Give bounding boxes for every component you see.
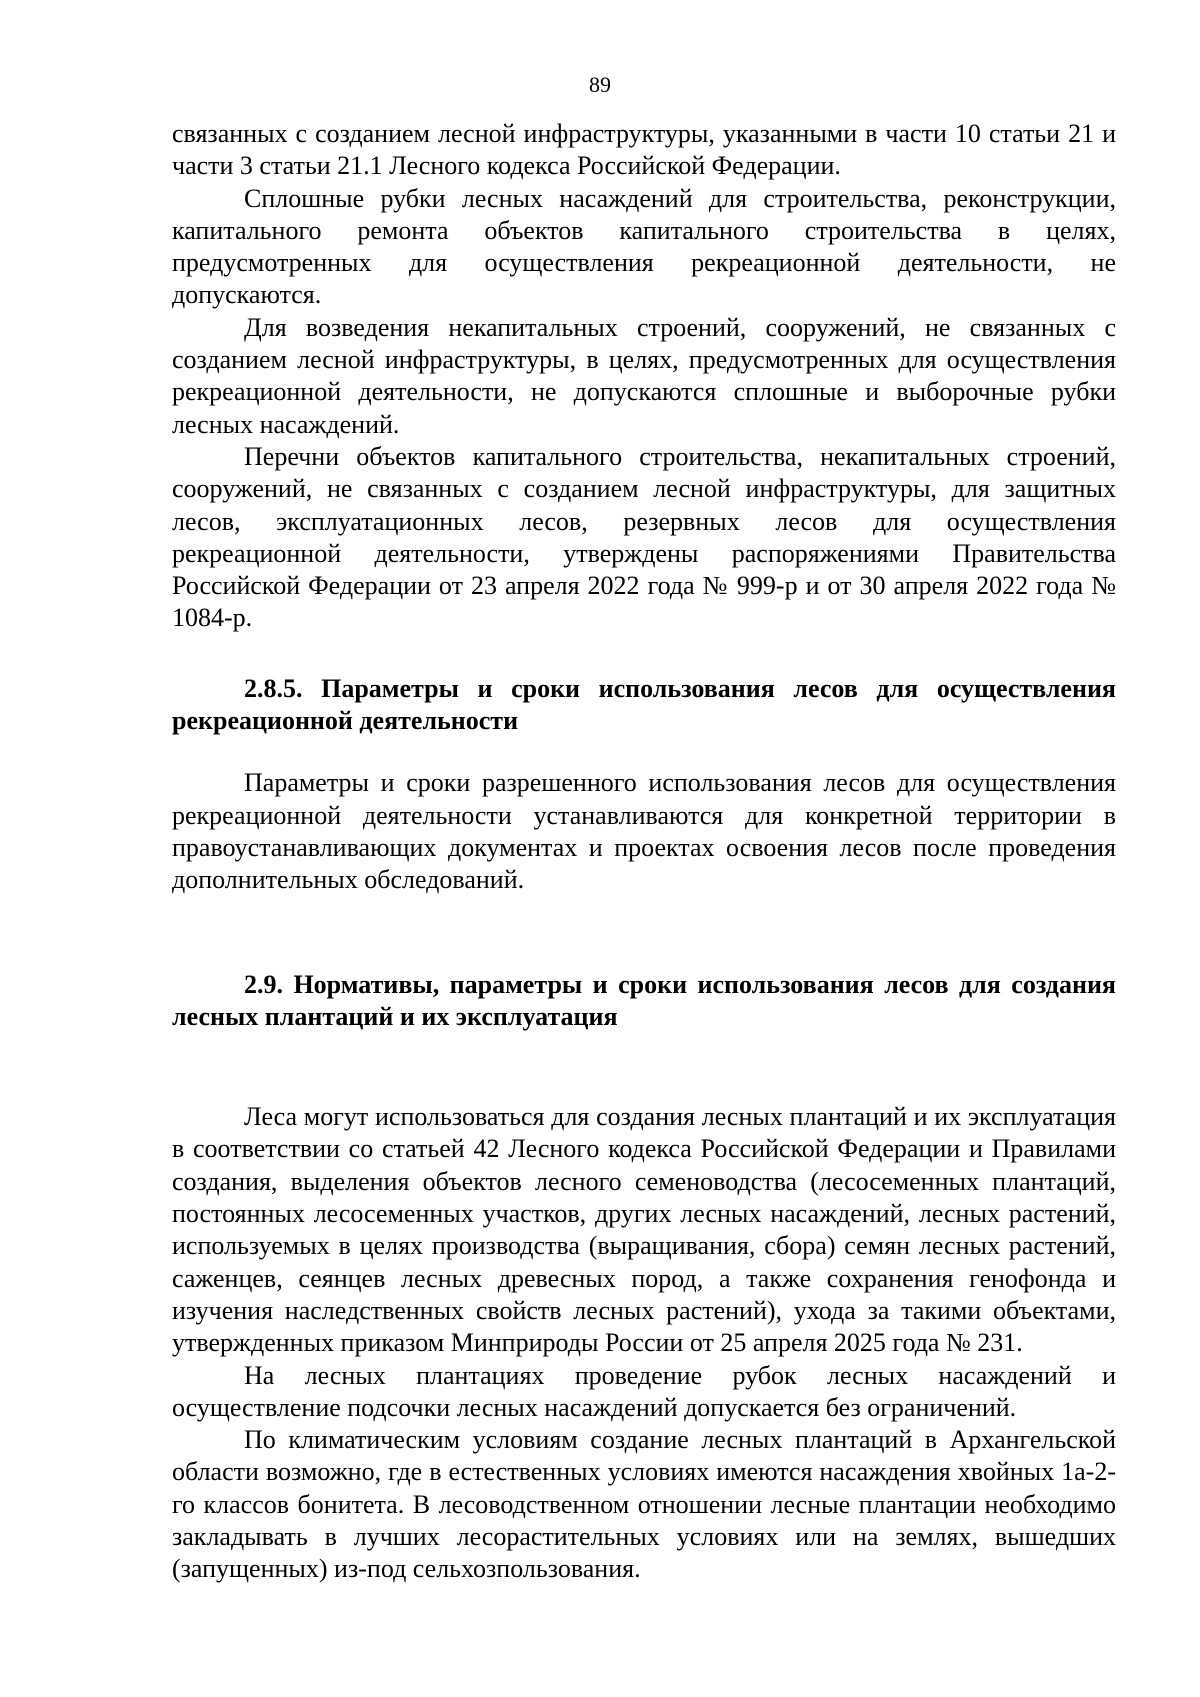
section-heading-2-8-5: 2.8.5. Параметры и сроки использования лесов для осуществления рекреационной деятельности bbox=[172, 673, 1116, 736]
spacer bbox=[172, 1033, 1116, 1101]
spacer bbox=[172, 635, 1116, 673]
paragraph-climate-conditions: По климатическим условиям создание лесных плантаций в Архангельской области возможно, где в естественных условиях имеются насаждения хвойных 1а-2-го классов бонитета. В лесоводственном отношении лесные плантации необходимо закладывать в лучших лесорастительных условиях или на землях, вышедших (запущенных) из-под сельхозпользования. bbox=[172, 1425, 1116, 1584]
paragraph-clear-cutting: Сплошные рубки лесных насаждений для строительства, реконструкции, капитального ремонта объектов капитального строительства в целях, предусмотренных для осуществления рекреационной деятельности, не допускаются. bbox=[172, 183, 1116, 310]
paragraph-object-lists: Перечни объектов капитального строительства, некапитальных строений, сооружений, не связанных с созданием лесной инфраструктуры, для защитных лесов, эксплуатационных лесов, резервных лесов для осуществления рекреационной деятельности, утверждены распоряжениями Правительства Российской Федерации от 23 апреля 2022 года № 999-р и от 30 апреля 2022 года № 1084-р. bbox=[172, 441, 1116, 633]
paragraph-plantation-cutting: На лесных плантациях проведение рубок лесных насаждений и осуществление подсочки лесных насаждений допускается без ограничений. bbox=[172, 1360, 1116, 1422]
page-number: 89 bbox=[589, 72, 611, 97]
section-heading-2-9: 2.9. Нормативы, параметры и сроки использования лесов для создания лесных плантаций и их эксплуатация bbox=[172, 969, 1116, 1031]
paragraph-continuation: связанных с созданием лесной инфраструктуры, указанными в части 10 статьи 21 и части 3 статьи 21.1 Лесного кодекса Российской Федерации. bbox=[172, 119, 1116, 181]
spacer bbox=[172, 897, 1116, 969]
paragraph-plantation-usage: Леса могут использоваться для создания лесных плантаций и их эксплуатация в соответствии со статьей 42 Лесного кодекса Российской Федерации и Правилами создания, выделения объектов лесного семеноводства (лесосеменных плантаций, постоянных лесосеменных участков, других лесных насаждений, лесных растений, используемых в целях производства (выращивания, сбора) семян лесных растений, саженцев, сеянцев лесных древесных пород, а также сохранения генофонда и изучения наследственных свойств лесных растений), ухода за такими объектами, утвержденных приказом Минприроды России от 25 апреля 2025 года № 231. bbox=[172, 1102, 1116, 1358]
page-content bbox=[172, 118, 1116, 1586]
paragraph-recreation-parameters: Параметры и сроки разрешенного использования лесов для осуществления рекреационной деятельности устанавливаются для конкретной территории в правоустанавливающих документах и проектах освоения лесов после проведения дополнительных обследований. bbox=[172, 768, 1116, 895]
spacer bbox=[172, 737, 1116, 767]
paragraph-non-capital-structures: Для возведения некапитальных строений, сооружений, не связанных с созданием лесной инфраструктуры, в целях, предусмотренных для осуществления рекреационной деятельности, не допускаются сплошные и выборочные рубки лесных насаждений. bbox=[172, 312, 1116, 439]
